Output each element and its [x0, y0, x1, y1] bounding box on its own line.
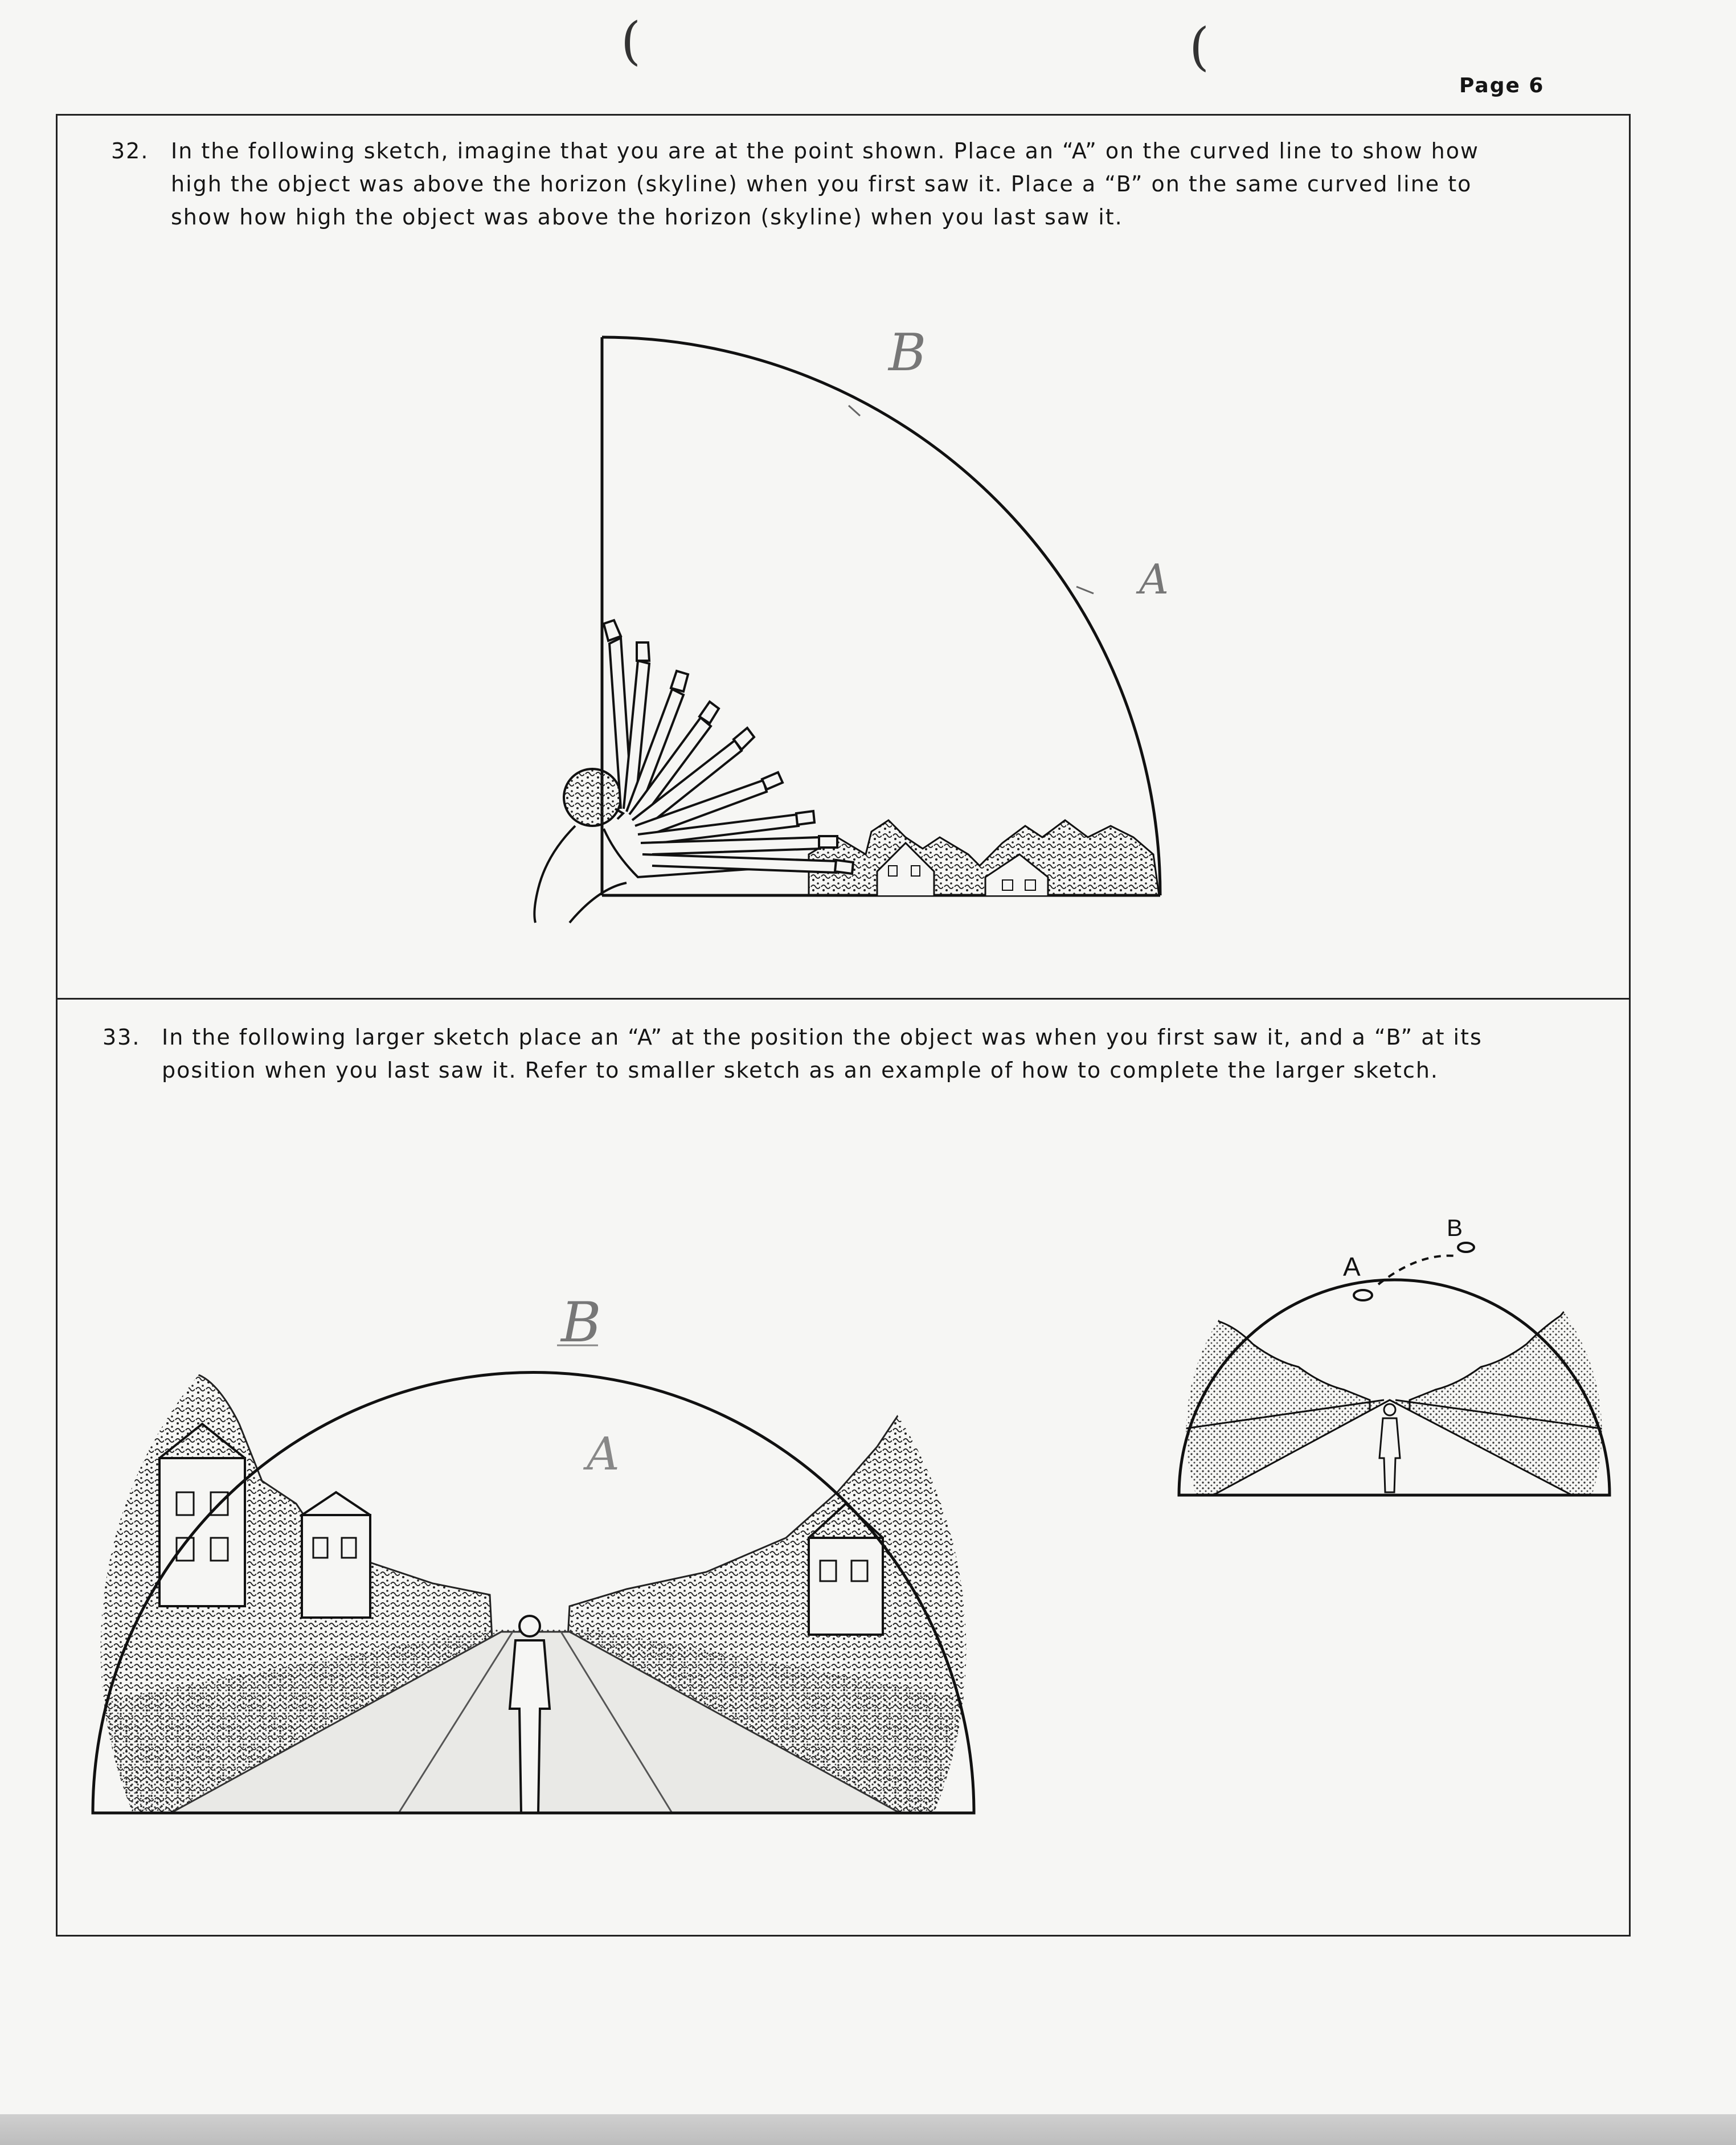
- question-text: [162, 1021, 1483, 1087]
- example-label-a: A: [1343, 1252, 1361, 1282]
- question-line: high the object was above the horizon (skyline) when you first saw it. Place a “B” on the same curved line to: [171, 171, 1472, 197]
- question-33: [103, 1021, 1618, 1089]
- scan-border: [0, 2114, 1736, 2145]
- horizon-sketch: [534, 323, 1169, 923]
- question-line: In the following larger sketch place an “A” at the position the object was when you first saw it, and a “B” at its: [162, 1025, 1483, 1050]
- question-line: position when you last saw it. Refer to smaller sketch as an example of how to complete the larger sketch.: [162, 1058, 1439, 1083]
- question-line: show how high the object was above the horizon (skyline) when you last saw it.: [171, 204, 1123, 230]
- example-sketch: [1178, 1214, 1610, 1495]
- example-label-b: B: [1447, 1214, 1463, 1241]
- answer-b-mark: B: [561, 1291, 601, 1354]
- question-number: 33.: [103, 1025, 141, 1050]
- question-line: In the following sketch, imagine that you are at the point shown. Place an “A” on the curved line to show how: [171, 138, 1480, 163]
- question-number: 32.: [111, 138, 149, 163]
- example-object-first: [1354, 1290, 1372, 1300]
- pointing-arms: [604, 620, 853, 874]
- large-street-sketch: [91, 1291, 991, 1813]
- scan-mark: (: [1189, 17, 1210, 77]
- skyline-village: [809, 820, 1159, 895]
- page-number: Page 6: [1459, 74, 1545, 97]
- example-object-last: [1458, 1243, 1474, 1252]
- answer-b-mark: B: [889, 323, 927, 383]
- answer-marks: [849, 406, 1094, 593]
- answer-a-mark: A: [587, 1427, 620, 1480]
- answer-a-mark: A: [1139, 555, 1169, 603]
- scan-mark: (: [621, 11, 641, 71]
